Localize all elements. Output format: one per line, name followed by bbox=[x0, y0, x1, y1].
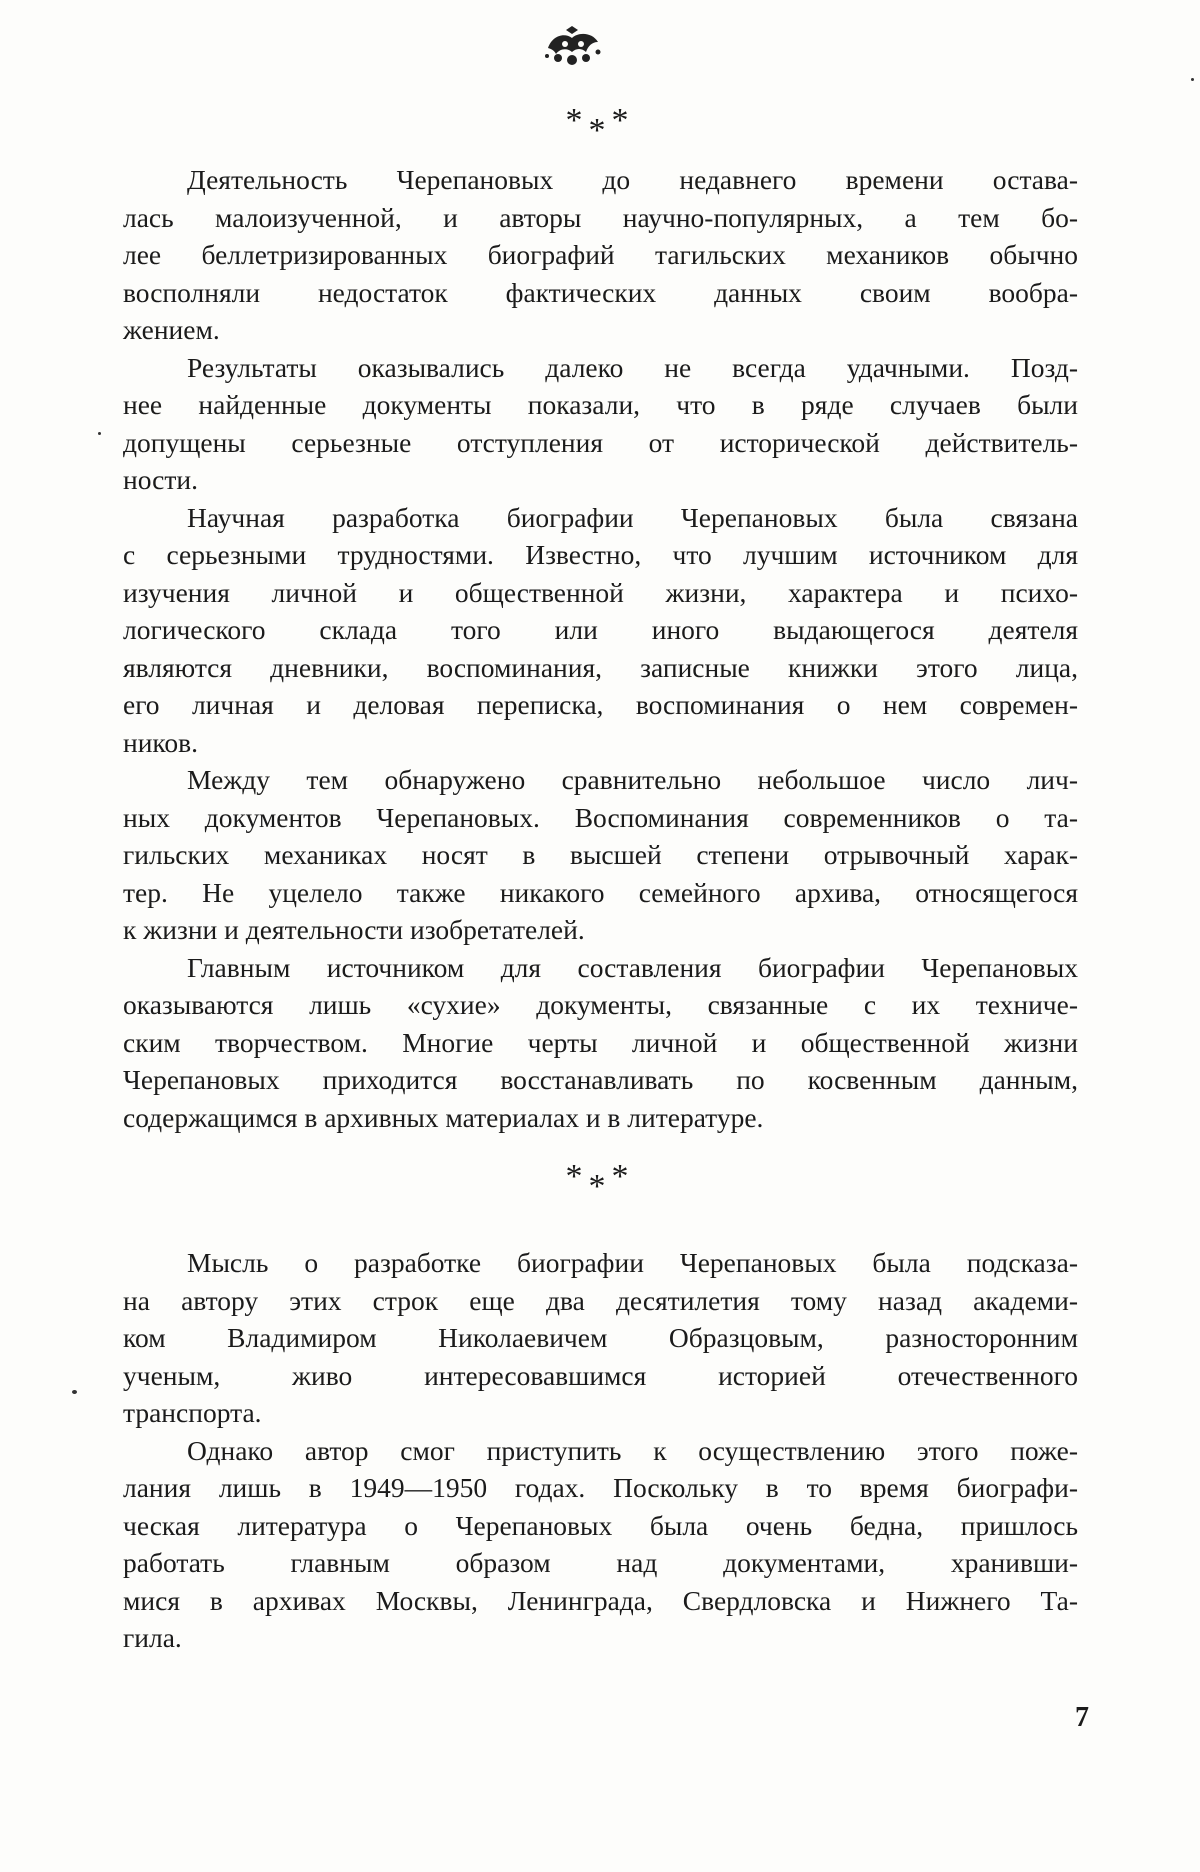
text-line: ком Владимиром Николаевичем Образцовым, разносторонним bbox=[123, 1322, 1078, 1353]
text-line: Однако автор смог приступить к осуществлению этого поже- bbox=[187, 1434, 1078, 1466]
ink-speck bbox=[1191, 78, 1194, 81]
text-line: ности. bbox=[123, 464, 198, 495]
text-line: жением. bbox=[123, 314, 220, 345]
paragraph bbox=[123, 949, 1078, 1137]
text-line: работать главным образом над документами, хранивши- bbox=[123, 1547, 1078, 1578]
text-line: Мысль о разработке биографии Черепановых была подсказа- bbox=[187, 1247, 1078, 1278]
text-line: Между тем обнаружено сравнительно небольшое число лич- bbox=[187, 764, 1078, 795]
text-line: Главным источником для составления биографии Черепановых bbox=[187, 951, 1078, 983]
text-line: транспорта. bbox=[123, 1397, 262, 1428]
text-line: восполняли недостаток фактических данных своим вообра- bbox=[123, 276, 1078, 308]
text-line: Научная разработка биографии Черепановых была связана bbox=[187, 501, 1078, 533]
text-line: Деятельность Черепановых до недавнего времени остава- bbox=[187, 164, 1078, 195]
text-line: допущены серьезные отступления от исторической действитель- bbox=[123, 426, 1078, 458]
paragraph bbox=[123, 761, 1078, 949]
paragraph bbox=[123, 1244, 1078, 1432]
printer-ornament-icon bbox=[538, 22, 608, 72]
paragraph bbox=[123, 499, 1078, 762]
section-separator: *** bbox=[565, 1158, 635, 1205]
section-separator: *** bbox=[565, 102, 635, 149]
text-line: содержащимся в архивных материалах и в литературе. bbox=[123, 1101, 764, 1133]
section-1 bbox=[123, 161, 1078, 1136]
text-line: лания лишь в 1949—1950 годах. Поскольку в то время биографи- bbox=[123, 1472, 1078, 1503]
text-line: ников. bbox=[123, 726, 199, 758]
text-line: к жизни и деятельности изобретателей. bbox=[123, 914, 585, 945]
text-line: на автору этих строк еще два десятилетия тому назад академи- bbox=[123, 1284, 1078, 1316]
text-line: ных документов Черепановых. Воспоминания современников о та- bbox=[123, 801, 1078, 833]
text-line: ученым, живо интересовавшимся историей отечественного bbox=[123, 1359, 1078, 1391]
text-line: нее найденные документы показали, что в ряде случаев были bbox=[123, 389, 1078, 420]
text-line: изучения личной и общественной жизни, характера и психо- bbox=[123, 576, 1078, 608]
section-2 bbox=[123, 1244, 1078, 1657]
text-line: оказываются лишь «сухие» документы, связанные с их техниче- bbox=[123, 989, 1078, 1020]
text-line: Черепановых приходится восстанавливать по косвенным данным, bbox=[123, 1064, 1078, 1095]
text-line: гильских механиках носят в высшей степени отрывочный харак- bbox=[123, 839, 1078, 870]
text-line: тер. Не уцелело также никакого семейного архива, относящегося bbox=[123, 876, 1078, 908]
text-line: гила. bbox=[123, 1622, 182, 1653]
text-line: лее беллетризированных биографий тагильских механиков обычно bbox=[123, 239, 1078, 270]
paragraph bbox=[123, 1432, 1078, 1657]
text-line: с серьезными трудностями. Известно, что лучшим источником для bbox=[123, 539, 1078, 570]
text-line: Результаты оказывались далеко не всегда удачными. Позд- bbox=[187, 351, 1078, 383]
text-line: мися в архивах Москвы, Ленинграда, Свердловска и Нижнего Та- bbox=[123, 1584, 1078, 1616]
text-line: логического склада того или иного выдающегося деятеля bbox=[123, 614, 1078, 645]
paragraph bbox=[123, 349, 1078, 499]
text-line: лась малоизученной, и авторы научно-популярных, а тем бо- bbox=[123, 201, 1078, 233]
text-line: являются дневники, воспоминания, записные книжки этого лица, bbox=[123, 651, 1078, 683]
ink-speck bbox=[72, 1390, 77, 1394]
text-line: его личная и деловая переписка, воспоминания о нем современ- bbox=[123, 689, 1078, 720]
page-number: 7 bbox=[1075, 1702, 1089, 1733]
text-line: ским творчеством. Многие черты личной и общественной жизни bbox=[123, 1026, 1078, 1058]
text-line: ческая литература о Черепановых была очень бедна, пришлось bbox=[123, 1509, 1078, 1541]
ink-speck bbox=[98, 432, 101, 435]
paragraph bbox=[123, 161, 1078, 349]
